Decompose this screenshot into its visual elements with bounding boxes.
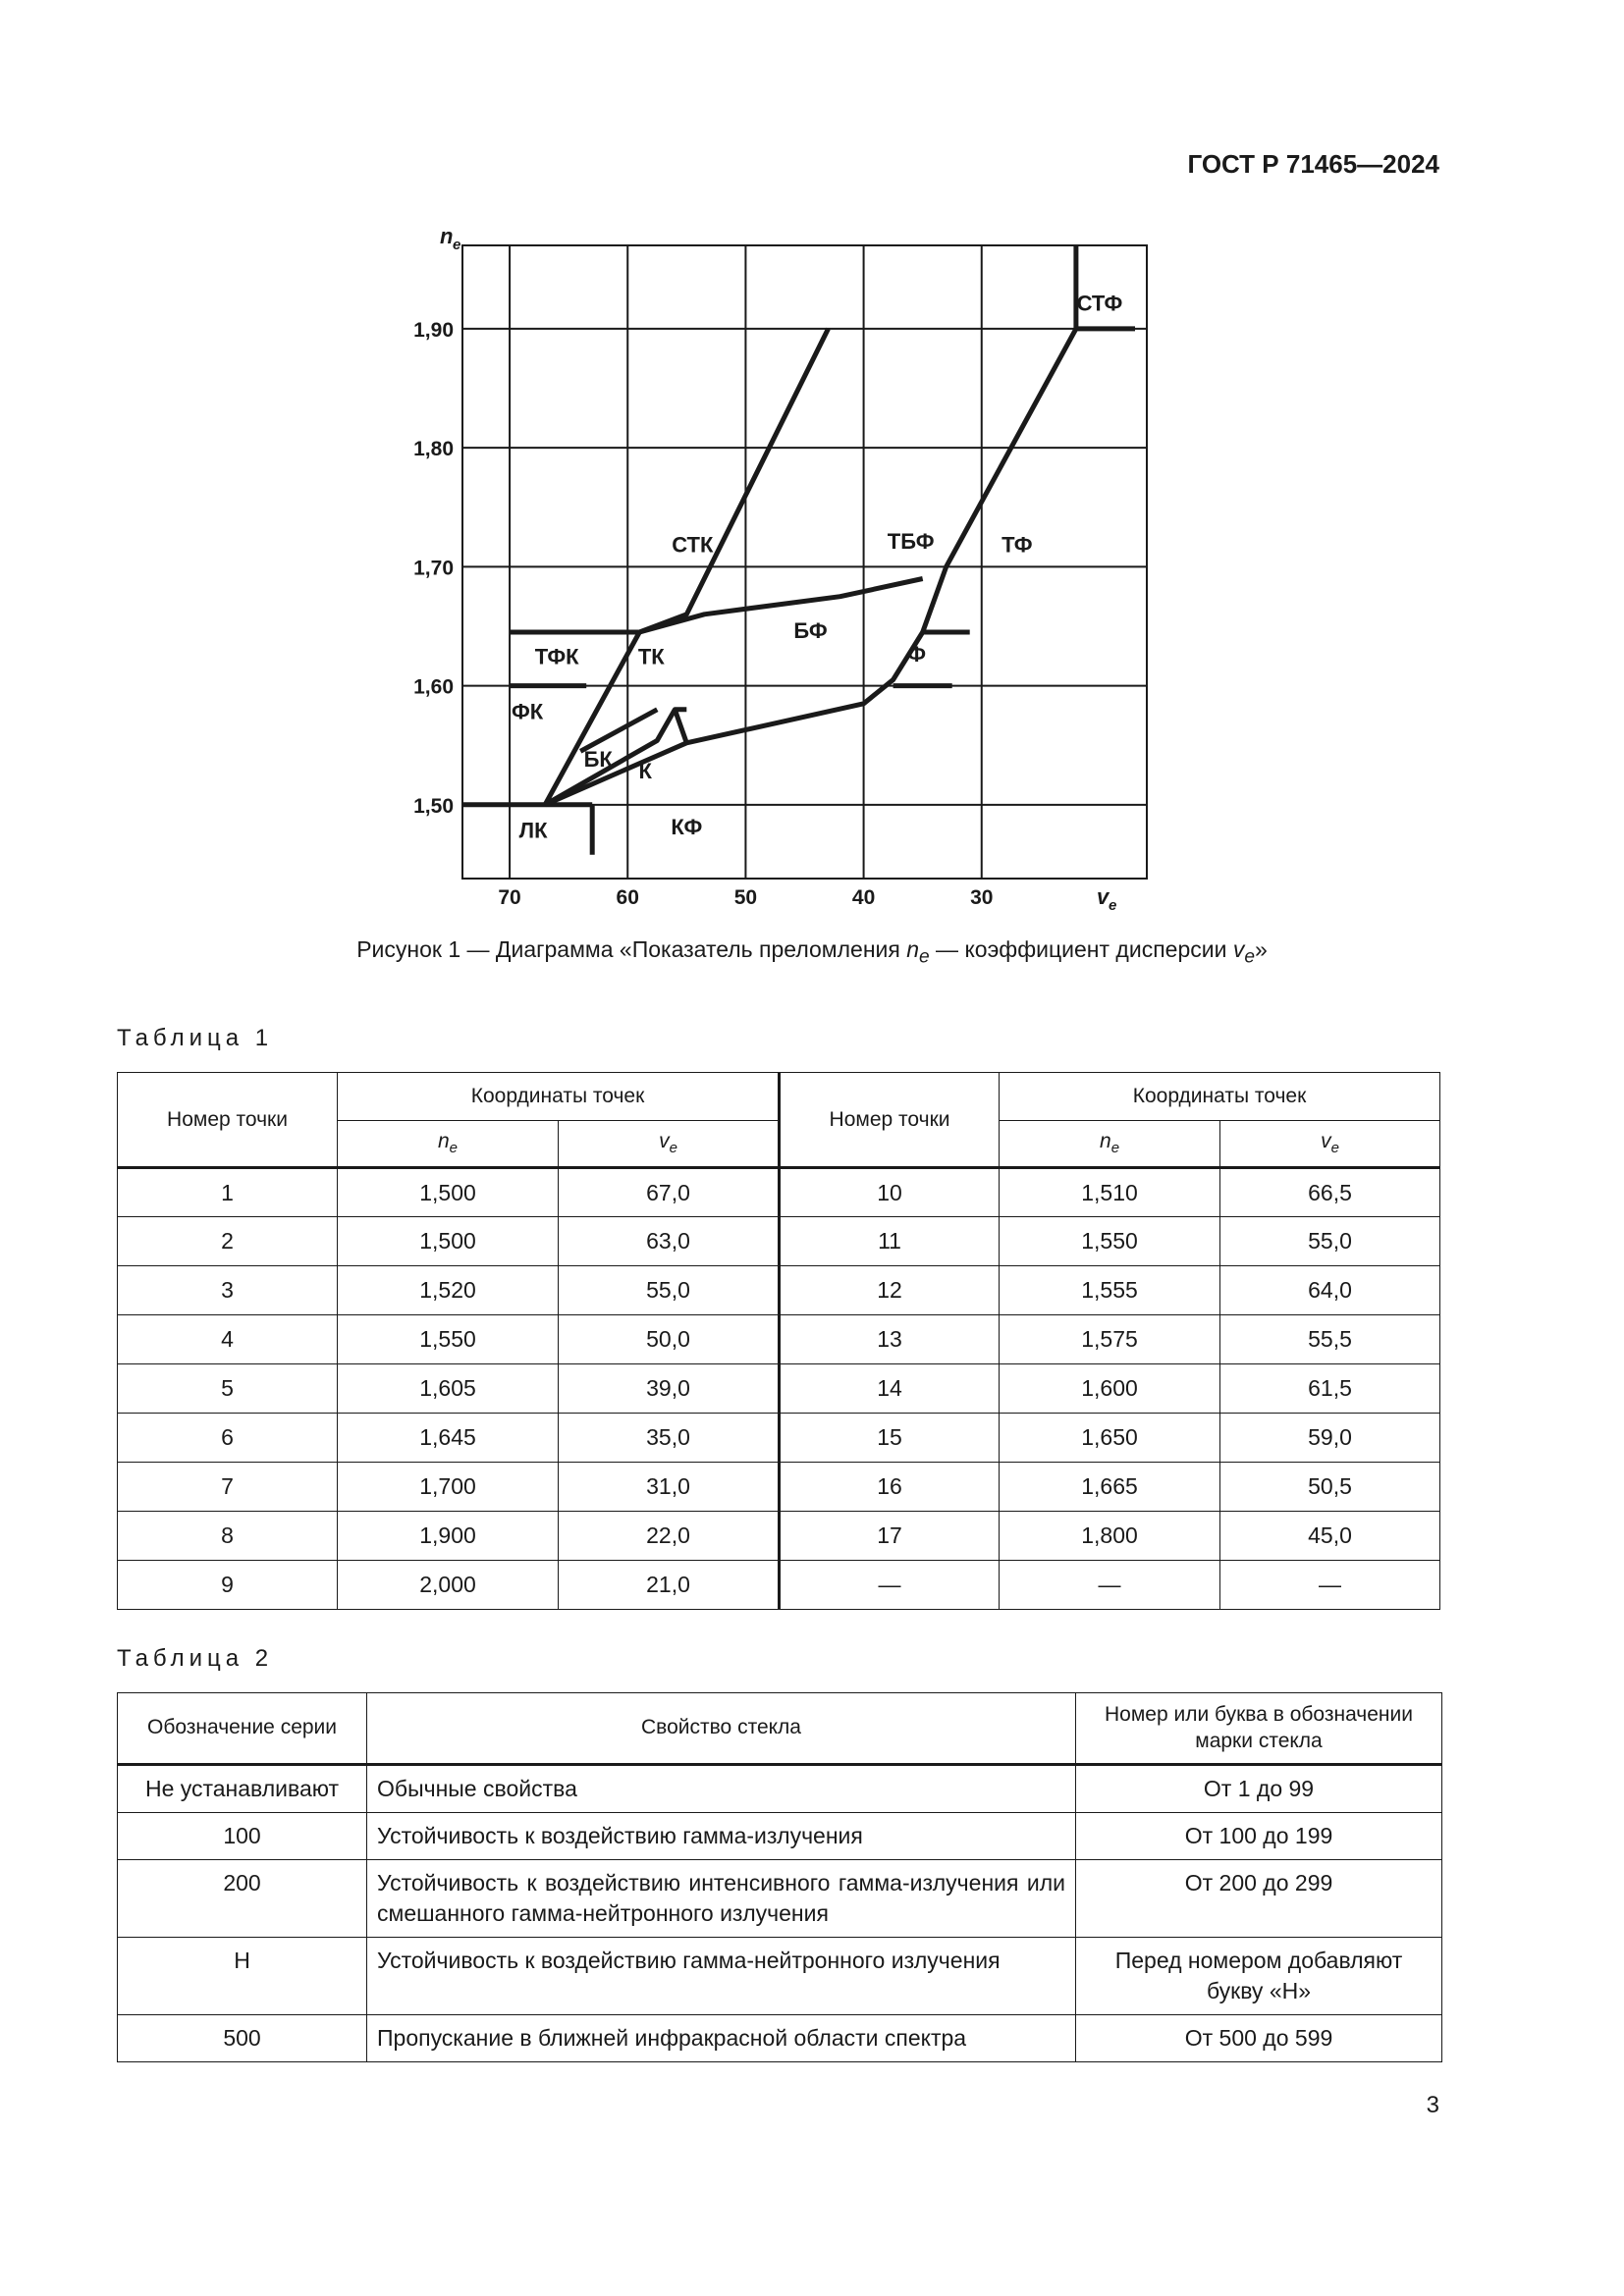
cell-property: Устойчивость к воздействию гамма-излучения <box>367 1813 1076 1860</box>
header-ve-symbol: v <box>1321 1130 1331 1153</box>
cell-point: 13 <box>780 1315 1000 1364</box>
header-series: Обозначение серии <box>118 1693 367 1765</box>
table-row <box>118 1364 1440 1414</box>
table-row <box>118 1813 1442 1860</box>
cell-ve: 61,5 <box>1220 1364 1440 1414</box>
x-axis-label-subscript: e <box>1109 897 1117 914</box>
cell-point: 9 <box>118 1561 338 1610</box>
x-tick-label: 50 <box>733 886 758 909</box>
cell-point: 6 <box>118 1414 338 1463</box>
cell-ve: 39,0 <box>559 1364 780 1414</box>
caption-v: v <box>1232 936 1245 962</box>
cell-ne: 1,520 <box>338 1266 559 1315</box>
cell-point: 3 <box>118 1266 338 1315</box>
cell-ne: 1,645 <box>338 1414 559 1463</box>
cell-point: 2 <box>118 1217 338 1266</box>
header-ve-subscript: e <box>1330 1140 1339 1157</box>
ne-ve-diagram <box>0 0 1624 982</box>
x-axis-label: v <box>1097 884 1110 909</box>
header-property: Свойство стекла <box>367 1693 1076 1765</box>
region-label: БФ <box>793 617 828 643</box>
cell-series: Не устанавливают <box>118 1765 367 1813</box>
table-row <box>118 1512 1440 1561</box>
cell-point: 14 <box>780 1364 1000 1414</box>
cell-ne: 1,700 <box>338 1463 559 1512</box>
cell-ne: — <box>1000 1561 1220 1610</box>
cell-ne: 1,600 <box>1000 1364 1220 1414</box>
caption-n: n <box>906 936 920 962</box>
header-ve <box>559 1121 780 1168</box>
region-label: ТФ <box>1001 532 1033 558</box>
cell-point: 17 <box>780 1512 1000 1561</box>
cell-ve: 35,0 <box>559 1414 780 1463</box>
header-ve-symbol: v <box>659 1130 670 1153</box>
cell-ve: — <box>1220 1561 1440 1610</box>
cell-ne: 1,500 <box>338 1168 559 1217</box>
table-row <box>118 1315 1440 1364</box>
y-tick-label: 1,50 <box>413 794 454 818</box>
cell-ne: 1,550 <box>1000 1217 1220 1266</box>
header-ve <box>1220 1121 1440 1168</box>
cell-ve: 55,0 <box>559 1266 780 1315</box>
cell-property: Обычные свойства <box>367 1765 1076 1813</box>
x-tick-label: 40 <box>851 886 876 909</box>
region-label: СТФ <box>1076 291 1123 316</box>
header-grade-number: Номер или буква в обозначении марки стекла <box>1076 1693 1442 1765</box>
cell-point: 15 <box>780 1414 1000 1463</box>
table2-label: Таблица 2 <box>117 1645 274 1672</box>
table-row <box>118 1217 1440 1266</box>
caption-prefix: Рисунок 1 — Диаграмма «Показатель преломления <box>356 936 907 962</box>
document-header: ГОСТ Р 71465—2024 <box>1187 149 1439 179</box>
table-2 <box>117 1692 1442 2062</box>
x-tick-label: 30 <box>970 886 994 909</box>
cell-ve: 50,5 <box>1220 1463 1440 1512</box>
cell-property: Устойчивость к воздействию гамма-нейтронного излучения <box>367 1938 1076 2015</box>
cell-grade-number: От 100 до 199 <box>1076 1813 1442 1860</box>
cell-point: 16 <box>780 1463 1000 1512</box>
cell-property: Устойчивость к воздействию интенсивного гамма-излучения или смешанного гамма-нейтронного излучения <box>367 1860 1076 1938</box>
cell-point: 1 <box>118 1168 338 1217</box>
region-label: ТБФ <box>887 528 935 554</box>
table-row <box>118 1414 1440 1463</box>
table-row <box>118 2015 1442 2062</box>
cell-series: 500 <box>118 2015 367 2062</box>
cell-ne: 1,800 <box>1000 1512 1220 1561</box>
header-coordinates: Координаты точек <box>1000 1073 1440 1121</box>
caption-suffix: » <box>1254 936 1268 962</box>
header-coordinates: Координаты точек <box>338 1073 780 1121</box>
diagram-figure <box>0 0 1624 982</box>
cell-ne: 2,000 <box>338 1561 559 1610</box>
table-row <box>118 1860 1442 1938</box>
region-label: СТК <box>672 532 714 558</box>
caption-n-sub: e <box>919 946 930 968</box>
table-row <box>118 1168 1440 1217</box>
y-tick-label: 1,60 <box>413 675 454 699</box>
cell-grade-number: От 200 до 299 <box>1076 1860 1442 1938</box>
cell-ve: 45,0 <box>1220 1512 1440 1561</box>
cell-point: 5 <box>118 1364 338 1414</box>
cell-ne: 1,510 <box>1000 1168 1220 1217</box>
cell-ve: 67,0 <box>559 1168 780 1217</box>
header-point-number: Номер точки <box>780 1073 1000 1168</box>
cell-series: 200 <box>118 1860 367 1938</box>
cell-ne: 1,555 <box>1000 1266 1220 1315</box>
cell-point: 10 <box>780 1168 1000 1217</box>
y-tick-label: 1,70 <box>413 557 454 580</box>
cell-series: Н <box>118 1938 367 2015</box>
cell-ne: 1,900 <box>338 1512 559 1561</box>
cell-point: 12 <box>780 1266 1000 1315</box>
cell-ve: 59,0 <box>1220 1414 1440 1463</box>
header-point-number: Номер точки <box>118 1073 338 1168</box>
region-label: К <box>638 758 652 783</box>
figure-caption <box>0 936 1624 969</box>
cell-point: 11 <box>780 1217 1000 1266</box>
region-label: ЛК <box>518 818 548 843</box>
cell-ve: 31,0 <box>559 1463 780 1512</box>
header-ne <box>338 1121 559 1168</box>
cell-grade-number: От 500 до 599 <box>1076 2015 1442 2062</box>
header-ne-subscript: e <box>1110 1140 1120 1157</box>
cell-point: 4 <box>118 1315 338 1364</box>
header-ne-symbol: n <box>1100 1130 1111 1153</box>
table-row <box>118 1561 1440 1610</box>
region-boundary <box>675 710 686 743</box>
y-tick-label: 1,80 <box>413 438 454 461</box>
cell-grade-number: От 1 до 99 <box>1076 1765 1442 1813</box>
x-tick-label: 60 <box>616 886 639 909</box>
header-ne-subscript: e <box>449 1140 459 1157</box>
caption-mid: — коэффициент дисперсии <box>929 936 1233 962</box>
header-ve-subscript: e <box>669 1140 677 1157</box>
cell-ve: 64,0 <box>1220 1266 1440 1315</box>
cell-ve: 55,0 <box>1220 1217 1440 1266</box>
caption-v-sub: e <box>1244 946 1255 968</box>
region-label: ТФК <box>534 644 579 669</box>
cell-ne: 1,500 <box>338 1217 559 1266</box>
y-axis-label: n <box>440 224 454 248</box>
cell-point: — <box>780 1561 1000 1610</box>
table1-label: Таблица 1 <box>117 1025 274 1051</box>
header-ne <box>1000 1121 1220 1168</box>
plot-frame <box>462 245 1147 879</box>
cell-ne: 1,605 <box>338 1364 559 1414</box>
cell-point: 7 <box>118 1463 338 1512</box>
cell-ne: 1,665 <box>1000 1463 1220 1512</box>
header-ne-symbol: n <box>437 1130 450 1153</box>
cell-ne: 1,650 <box>1000 1414 1220 1463</box>
region-label: БК <box>583 746 613 772</box>
table-row <box>118 1463 1440 1512</box>
cell-ve: 63,0 <box>559 1217 780 1266</box>
region-label: КФ <box>671 814 703 839</box>
region-boundary <box>639 579 922 633</box>
cell-ve: 22,0 <box>559 1512 780 1561</box>
cell-property: Пропускание в ближней инфракрасной области спектра <box>367 2015 1076 2062</box>
y-tick-label: 1,90 <box>413 318 454 342</box>
cell-ve: 55,5 <box>1220 1315 1440 1364</box>
cell-ne: 1,550 <box>338 1315 559 1364</box>
region-label: ТК <box>637 644 665 669</box>
cell-ve: 21,0 <box>559 1561 780 1610</box>
cell-ve: 50,0 <box>559 1315 780 1364</box>
cell-grade-number: Перед номером добавляют букву «Н» <box>1076 1938 1442 2015</box>
table-row <box>118 1266 1440 1315</box>
page-number: 3 <box>1426 2092 1439 2118</box>
y-axis-label-subscript: e <box>453 237 461 253</box>
table-row <box>118 1765 1442 1813</box>
table-row <box>118 1938 1442 2015</box>
region-label: ФК <box>511 699 544 724</box>
table-1 <box>117 1072 1440 1610</box>
cell-point: 8 <box>118 1512 338 1561</box>
cell-ne: 1,575 <box>1000 1315 1220 1364</box>
cell-series: 100 <box>118 1813 367 1860</box>
x-tick-label: 70 <box>498 886 521 909</box>
region-label: Ф <box>907 642 927 667</box>
cell-ve: 66,5 <box>1220 1168 1440 1217</box>
region-boundary <box>545 710 686 805</box>
